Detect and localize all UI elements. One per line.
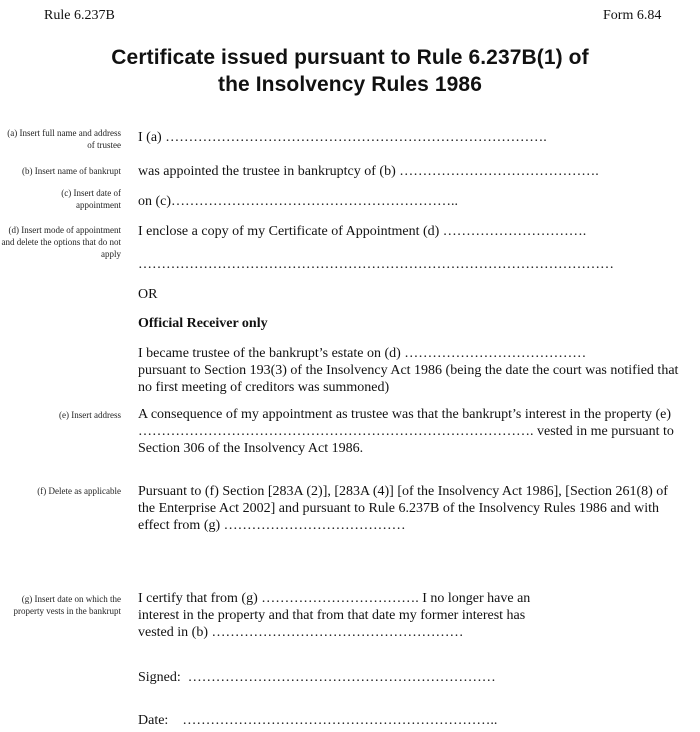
signature-line: Signed: …………………………………………………………	[138, 670, 496, 685]
certification-paragraph: I certify that from (g) ……………………………. I no longer have an interest in the property and that from that date my former interest has vested in (b) ………………………………………………	[138, 591, 531, 640]
official-receiver-paragraph	[138, 345, 686, 396]
statutory-basis-paragraph: Pursuant to (f) Section [283A (2)], [283A (4)] [of the Insolvency Act 1986], [Section 261(8) of the Enterprise Act 2002] and pursuant to Rule 6.237B of the Insolvency Rules 1986 and with effect from (g) …………………………………	[138, 484, 668, 533]
date-line: Date: …………………………………………………………..	[138, 713, 498, 728]
margin-note-c: (c) Insert date of appointment	[61, 188, 121, 210]
bankrupt-name-line: was appointed the trustee in bankruptcy of (b) …………………………………….	[138, 164, 599, 179]
or-separator: OR	[138, 287, 158, 302]
property-vesting-paragraph: A consequence of my appointment as trustee was that the bankrupt’s interest in the property (e) …………………………………………………………………………. vested in me pursuant to Section 306 of the Insolvency Act 1986.	[138, 407, 674, 456]
margin-note-f: (f) Delete as applicable	[37, 486, 121, 496]
margin-note-e: (e) Insert address	[59, 410, 121, 420]
margin-note-b: (b) Insert name of bankrupt	[22, 166, 121, 176]
form-reference: Form 6.84	[603, 8, 662, 23]
certificate-enclosed-line: I enclose a copy of my Certificate of Appointment (d) ………………………….	[138, 224, 587, 239]
official-receiver-line-rest: pursuant to Section 193(3) of the Insolvency Act 1986 (being the date the court was notified that no first meeting of creditors was summoned)	[138, 363, 679, 395]
margin-note-a: (a) Insert full name and address of trustee	[7, 128, 121, 150]
rule-reference: Rule 6.237B	[44, 8, 115, 23]
trustee-name-line: I (a) ……………………………………………………………………….	[138, 130, 547, 145]
official-receiver-heading: Official Receiver only	[138, 316, 268, 331]
title-line-1: Certificate issued pursuant to Rule 6.237B(1) of	[111, 46, 589, 69]
appointment-mode-blank-line: …………………………………………………………………………………………	[138, 257, 614, 272]
title-line-2: the Insolvency Rules 1986	[218, 73, 482, 96]
document-title	[0, 44, 700, 98]
appointment-date-line: on (c)……………………………………………………..	[138, 194, 459, 209]
margin-note-g: (g) Insert date on which the property vests in the bankrupt	[13, 594, 121, 616]
official-receiver-line-1: I became trustee of the bankrupt’s estate on (d) …………………………………	[138, 346, 587, 361]
margin-note-d: (d) Insert mode of appointment and delete the options that do not apply	[1, 225, 121, 259]
